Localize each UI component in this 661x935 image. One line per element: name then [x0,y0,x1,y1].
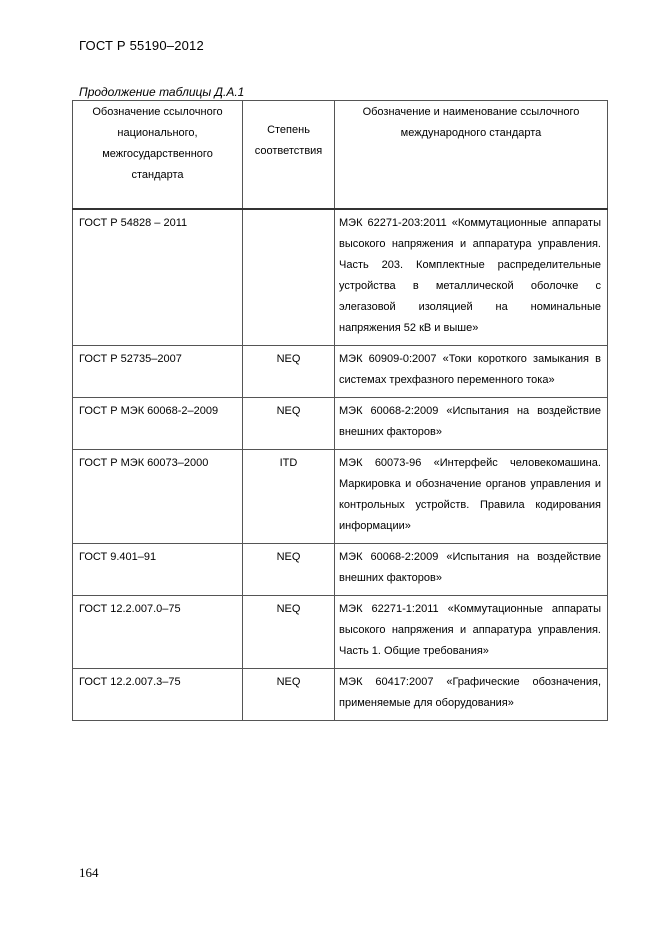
national-standard-cell: ГОСТ Р МЭК 60068-2–2009 [73,398,243,450]
national-standard-cell: ГОСТ 12.2.007.3–75 [73,669,243,721]
table-row [73,596,608,669]
header-degree: Степень соответствия [243,101,335,210]
reference-standards-table [72,100,608,721]
degree-cell: NEQ [243,346,335,398]
table-row [73,398,608,450]
national-standard-cell: ГОСТ 12.2.007.0–75 [73,596,243,669]
degree-cell: NEQ [243,398,335,450]
table-header-row [73,101,608,210]
international-standard-cell: МЭК 62271-203:2011 «Коммутационные аппараты высокого напряжения и аппаратура управления. Часть 203. Комплектные распределительные устройства в металлической оболочке с элегазовой изоляцией на номинальные напряжения 52 кВ и выше» [335,209,608,346]
degree-cell: NEQ [243,544,335,596]
international-standard-cell: МЭК 62271-1:2011 «Коммутационные аппараты высокого напряжения и аппаратура управления. Часть 1. Общие требования» [335,596,608,669]
international-standard-cell: МЭК 60068-2:2009 «Испытания на воздействие внешних факторов» [335,398,608,450]
international-standard-cell: МЭК 60068-2:2009 «Испытания на воздействие внешних факторов» [335,544,608,596]
table-row [73,544,608,596]
document-code: ГОСТ Р 55190–2012 [79,38,204,53]
header-national-standard: Обозначение ссылочного национального, межгосударственного стандарта [73,101,243,210]
table-row [73,450,608,544]
degree-cell: NEQ [243,669,335,721]
national-standard-cell: ГОСТ Р 54828 – 2011 [73,209,243,346]
degree-cell: ITD [243,450,335,544]
table-row [73,209,608,346]
degree-cell [243,209,335,346]
international-standard-cell: МЭК 60417:2007 «Графические обозначения, применяемые для оборудования» [335,669,608,721]
table-caption: Продолжение таблицы Д.А.1 [79,85,245,99]
national-standard-cell: ГОСТ 9.401–91 [73,544,243,596]
national-standard-cell: ГОСТ Р МЭК 60073–2000 [73,450,243,544]
header-international-standard: Обозначение и наименование ссылочного международного стандарта [335,101,608,210]
table-row [73,669,608,721]
international-standard-cell: МЭК 60909-0:2007 «Токи короткого замыкания в системах трехфазного переменного тока» [335,346,608,398]
international-standard-cell: МЭК 60073-96 «Интерфейс человекомашина. Маркировка и обозначение органов управления и контрольных устройств. Правила кодирования информации» [335,450,608,544]
national-standard-cell: ГОСТ Р 52735–2007 [73,346,243,398]
degree-cell: NEQ [243,596,335,669]
page-number: 164 [79,865,99,880]
table-row [73,346,608,398]
